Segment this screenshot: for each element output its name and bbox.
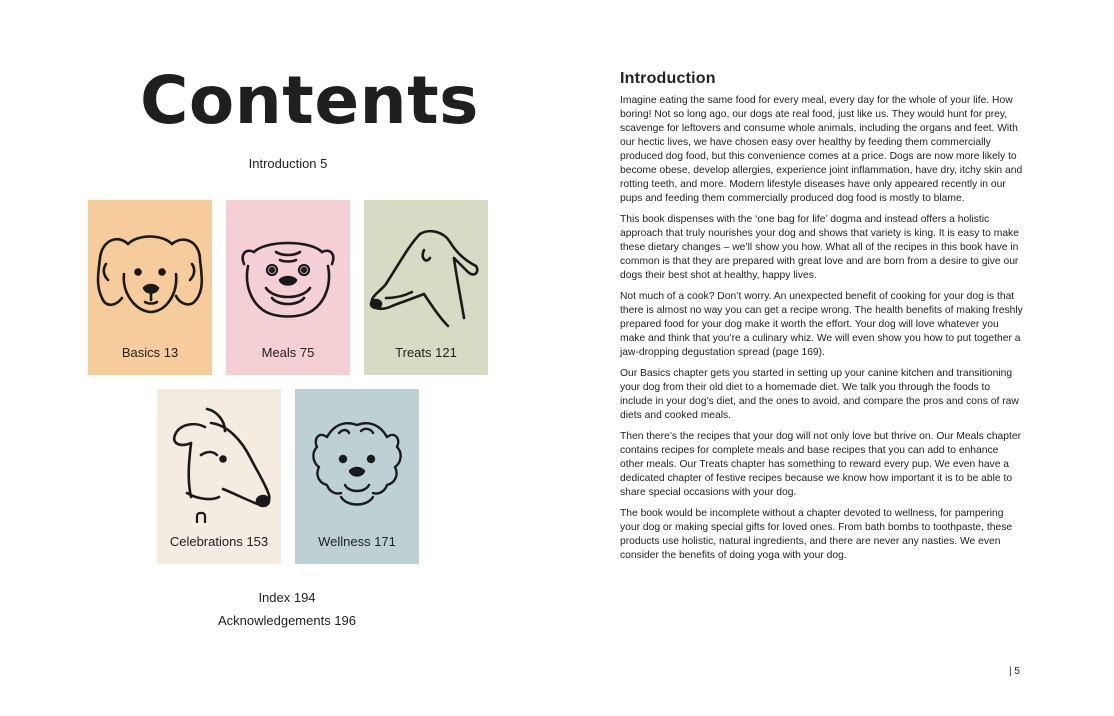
page-number: | 5 [1009, 666, 1020, 677]
card-label-meals: Meals 75 [261, 345, 315, 360]
contents-title: Contents [140, 62, 479, 139]
spaniel-head-icon [88, 214, 212, 334]
card-label-basics: Basics 13 [121, 345, 179, 360]
intro-paragraph: Then there’s the recipes that your dog will not only love but thrive on. Our Meals chapter contains recipes for complete meals and base recipes that you can add to enhance other meals. Our Treats chapter has something to reward every pup. We even have a dedicated chapter of festive recipes because we know how important it is to be able to share special occasions with your dog. [620, 431, 1022, 498]
intro-paragraph: This book dispenses with the ‘one bag for life’ dogma and instead offers a holistic approach that truly nourishes your dog and shows that variety is king. It is easy to make these dietary changes – we’ll show you how. What all of the recipes in this book have in common is that they are prepared with great love and are born from a desire to give our dogs their best shot at healthy, happy lives. [620, 214, 1019, 281]
intro-paragraph: Our Basics chapter gets you started in setting up your canine kitchen and transitioning your dog from their old diet to a homemade diet. We talk you through the foods to include in your dog’s diet, and the ones to avoid, and compare the pros and cons of raw diets and cooked meals. [620, 368, 1019, 421]
toc-entry-introduction[interactable]: Introduction 5 [248, 156, 328, 171]
intro-paragraph: Not much of a cook? Don’t worry. An unexpected benefit of cooking for your dog is that there is almost no way you can get a recipe wrong. The health benefits of making freshly prepared food for your dog make it worth the effort. Your dog will love whatever you make and think that you’re a culinary whiz. We will even show you how to put together a jaw-dropping degustation spread (page 169). [620, 291, 1023, 358]
introduction-page [620, 70, 1024, 570]
poodle-head-icon [295, 403, 419, 523]
toc-entry-index[interactable]: Index 194 [258, 590, 316, 605]
intro-paragraph: The book would be incomplete without a chapter devoted to wellness, for pampering your dog or making special gifts for loved ones. From bath bombs to toothpaste, these products use holistic, natural ingredients, and there are never any nasties. We even consider the benefits of doing yoga with your dog. [620, 508, 1013, 561]
toc-card-basics[interactable] [88, 200, 212, 375]
toc-card-treats[interactable] [364, 200, 488, 375]
toc-card-wellness[interactable] [295, 389, 419, 564]
intro-paragraph: Imagine eating the same food for every meal, every day for the whole of your life. How boring! Not so long ago, our dogs ate real food, just like us. They would hunt for prey, scavenge for leftovers and consume whole animals, including the organs and feet. With our hectic lives, we have chosen easy over healthy by feeding them commercially produced dog food, but this convenience comes at a price. Dogs are now more likely to become obese, develop allergies, experience joint inflammation, have dry, itchy skin and rotting teeth, and more. Modern lifestyle diseases have only appeared recently in our pups and feeding them commercially produced dog food is mostly to blame. [620, 95, 1023, 204]
card-label-wellness: Wellness 171 [318, 534, 396, 549]
introduction-heading: Introduction [620, 70, 716, 87]
card-label-treats: Treats 121 [395, 345, 457, 360]
toc-entry-acknowledgements[interactable]: Acknowledgements 196 [217, 613, 357, 628]
toc-card-celebrations[interactable] [157, 389, 281, 564]
terrier-head-icon [157, 403, 281, 523]
card-label-celebrations: Celebrations 153 [169, 534, 269, 549]
toc-card-meals[interactable] [226, 200, 350, 375]
pug-head-icon [226, 214, 350, 334]
hound-head-icon [364, 214, 488, 334]
